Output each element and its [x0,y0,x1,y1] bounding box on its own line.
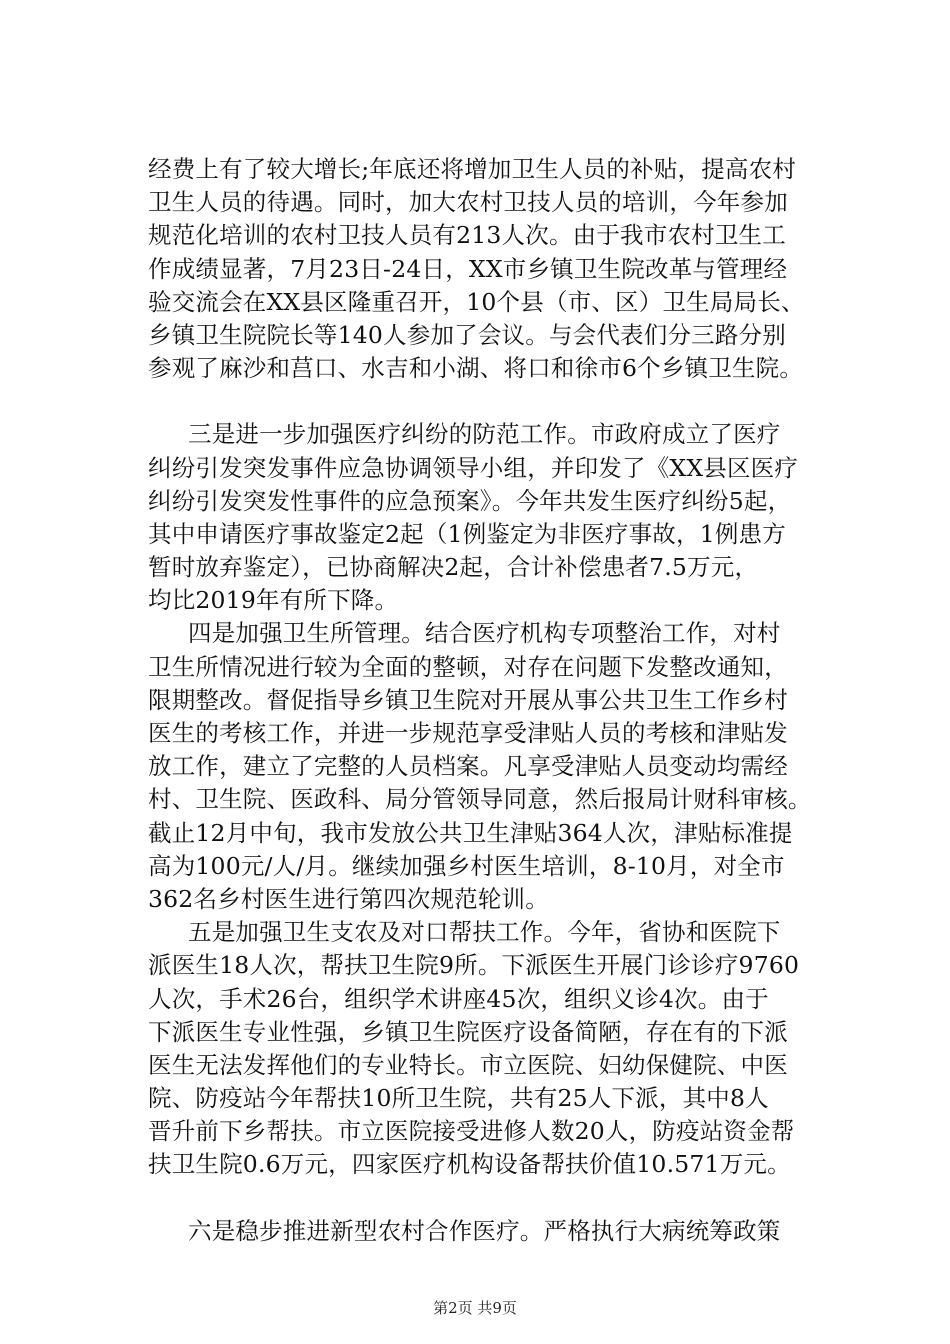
text-line: 纠纷引发突发事件应急协调领导小组，并印发了《XX县区医疗 [148,453,799,482]
text-line: 362名乡村医生进行第四次规范轮训。 [148,884,549,913]
paragraph-rural-support [148,916,838,1182]
text-line: 医生无法发挥他们的专业特长。市立医院、妇幼保健院、中医 [148,1050,788,1079]
text-line: 卫生人员的待遇。同时，加大农村卫技人员的培训，今年参加 [148,188,788,217]
text-line: 放工作，建立了完整的人员档案。凡享受津贴人员变动均需经 [148,752,788,781]
text-line: 四是加强卫生所管理。结合医疗机构专项整治工作，对村 [188,619,781,648]
text-line: 医生的考核工作，并进一步规范享受津贴人员的考核和津贴发 [148,719,788,747]
document-body [148,153,838,1248]
text-line: 验交流会在XX县区隆重召开，10个县（市、区）卫生局局长、 [148,287,805,316]
text-line: 派医生18人次，帮扶卫生院9所。下派医生开展门诊诊疗9760 [148,951,800,980]
text-line: 高为100元/人/月。继续加强乡村医生培训，8-10月，对全市 [148,851,785,880]
text-line: 五是加强卫生支农及对口帮扶工作。今年，省协和医院下 [188,918,781,947]
text-line: 卫生所情况进行较为全面的整顿，对存在问题下发整改通知， [148,652,788,681]
paragraph-cooperative-medical [148,1215,838,1248]
text-line: 纠纷引发突发性事件的应急预案》。今年共发生医疗纠纷5起， [148,486,792,515]
text-line: 三是进一步加强医疗纠纷的防范工作。市政府成立了医疗 [188,420,781,449]
text-line: 六是稳步推进新型农村合作医疗。严格执行大病统筹政策 [188,1216,781,1245]
text-line: 晋升前下乡帮扶。市立医院接受进修人数20人，防疫站资金帮 [148,1117,795,1146]
text-line: 村、卫生院、医政科、局分管领导同意，然后报局计财科审核。 [148,785,812,814]
text-line: 暂时放弃鉴定），已协商解决2起，合计补偿患者7.5万元， [148,553,759,582]
paragraph-funding [148,153,838,385]
text-line: 人次，手术26台，组织学术讲座45次，组织义诊4次。由于 [148,984,769,1013]
text-line: 截止12月中旬，我市发放公共卫生津贴364人次，津贴标准提 [148,818,793,847]
paragraph-clinic-management [148,617,838,916]
text-line: 均比2019年有所下降。 [148,586,399,615]
text-line: 作成绩显著，7月23日-24日，XX市乡镇卫生院改革与管理经 [148,254,788,283]
text-line: 限期整改。督促指导乡镇卫生院对开展从事公共卫生工作乡村 [148,685,788,714]
text-line: 扶卫生院0.6万元，四家医疗机构设备帮扶价值10.571万元。 [148,1150,791,1179]
text-line: 规范化培训的农村卫技人员有213人次。由于我市农村卫生工 [148,221,786,250]
text-line: 乡镇卫生院院长等140人参加了会议。与会代表们分三路分别 [148,320,786,349]
text-line: 院、防疫站今年帮扶10所卫生院，共有25人下派，其中8人 [148,1084,769,1113]
paragraph-spacer [148,1182,838,1215]
text-line: 其中申请医疗事故鉴定2起（1例鉴定为非医疗事故，1例患方 [148,519,786,548]
paragraph-spacer [148,385,838,418]
page-footer: 第2页 共9页 [433,1299,517,1317]
text-line: 下派医生专业性强，乡镇卫生院医疗设备简陋，存在有的下派 [148,1017,788,1046]
text-line: 经费上有了较大增长;年底还将增加卫生人员的补贴，提高农村 [148,155,797,183]
text-line: 参观了麻沙和莒口、水吉和小湖、将口和徐市6个乡镇卫生院。 [148,354,804,383]
paragraph-medical-disputes [148,418,838,617]
